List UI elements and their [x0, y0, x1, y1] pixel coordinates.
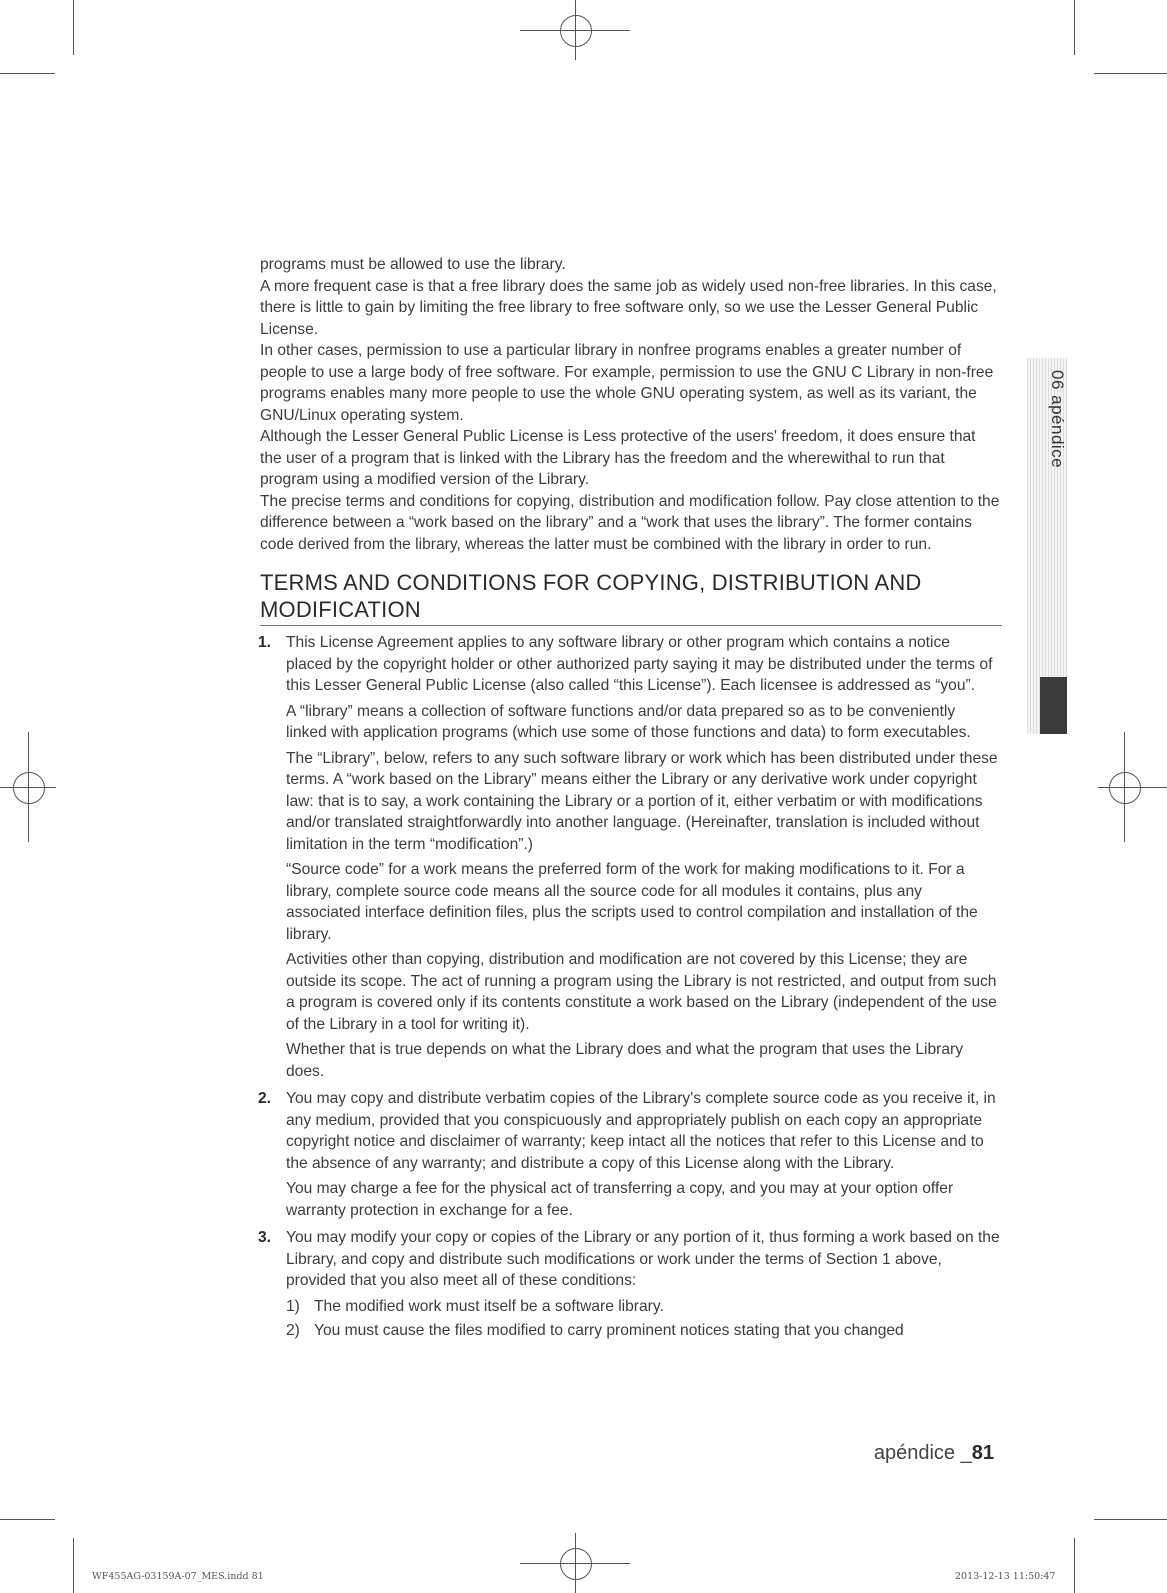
crop-mark-br-h: [1094, 1519, 1167, 1520]
list-item: [260, 1227, 1000, 1342]
crop-mark-tr-v: [1074, 0, 1075, 55]
list-item-paragraph: This License Agreement applies to any software library or other program which contains a notice placed by the copyright holder or other authorized party saying it may be distributed under the terms of this Lesser General Public License (also called “this License”). Each licensee is addressed as “you”.: [286, 634, 993, 694]
registration-mark-top: [560, 15, 592, 47]
print-slug-filename: WF455AG-03159A-07_MES.indd 81: [92, 1571, 264, 1582]
intro-paragraph: In other cases, permission to use a particular library in nonfree programs enables a greater number of people to use a large body of free software. For example, permission to use the GNU C Library in non-free programs enables many more people to use the whole GNU operating system, as well as its variant, the GNU/Linux operating system.: [260, 342, 994, 424]
crop-mark-bl-h: [0, 1519, 55, 1520]
list-item-paragraph: You may copy and distribute verbatim copies of the Library's complete source code as you receive it, in any medium, provided that you conspicuously and appropriately publish on each copy an appropriate copyright notice and disclaimer of warranty; keep intact all the notices that refer to this License and to the absence of any warranty; and distribute a copy of this License along with the Library.: [286, 1090, 996, 1172]
list-item-paragraph: The “Library”, below, refers to any such software library or work which has been distributed under these terms. A “work based on the Library” means either the Library or any derivative work under copyright law: that is to say, a work containing the Library or a portion of it, either verbatim or with modifications and/or translated straightforwardly into another language. (Hereinafter, translation is included without limitation in the term “modification”.): [286, 749, 998, 853]
sub-list-item: [286, 1320, 1000, 1342]
crop-mark-bl-v: [73, 1538, 74, 1593]
list-item-paragraph: You may modify your copy or copies of the Library or any portion of it, thus forming a work based on the Library, and copy and distribute such modifications or work under the terms of Section 1 above, provided that you also meet all of these conditions:: [286, 1229, 1000, 1289]
intro-paragraph: A more frequent case is that a free library does the same job as widely used non-free libraries. In this case, there is little to gain by limiting the free library to free software only, so we use the Lesser General Public License.: [260, 277, 997, 338]
list-item-paragraph: “Source code” for a work means the preferred form of the work for making modifications to it. For a library, complete source code means all the source code for all modules it contains, plus any associated interface definition files, plus the scripts used to control compilation and installation of the library.: [286, 861, 978, 943]
chapter-tab-label: 06 apéndice: [1048, 370, 1067, 469]
registration-mark-left: [13, 772, 45, 804]
footer-section-label: apéndice _: [873, 1442, 972, 1464]
intro-paragraph: The precise terms and conditions for copying, distribution and modification follow. Pay close attention to the difference between a “work based on the library” and a “work that uses the library”. The former contains code derived from the library, whereas the latter must be combined with the library in order to run.: [260, 492, 1000, 553]
list-item-paragraph: A “library” means a collection of software functions and/or data prepared so as to be conveniently linked with application programs (which use some of those functions and data) to form executables.: [286, 702, 971, 741]
section-heading: TERMS AND CONDITIONS FOR COPYING, DISTRIBUTION AND MODIFICATION: [260, 569, 1002, 626]
page-number: 81: [971, 1442, 994, 1464]
list-item-number: 2.: [258, 1090, 272, 1107]
registration-mark-right: [1109, 772, 1141, 804]
main-content: [260, 254, 1000, 1345]
sub-list-item-text: You must cause the files modified to carry prominent notices stating that you changed: [314, 1322, 904, 1339]
crop-mark-br-v: [1074, 1538, 1075, 1593]
list-item-paragraph: Whether that is true depends on what the Library does and what the program that uses the Library does.: [286, 1041, 963, 1080]
list-item: [260, 1088, 1000, 1221]
sub-list-item: [286, 1296, 1000, 1318]
list-item-number: 3.: [258, 1229, 272, 1246]
list-item-paragraph: You may charge a fee for the physical act of transferring a copy, and you may at your option offer warranty protection in exchange for a fee.: [286, 1180, 954, 1219]
sub-list-item-number: 1): [286, 1297, 300, 1315]
sub-list-item-number: 2): [286, 1322, 300, 1339]
chapter-side-tab-marker: [1040, 677, 1067, 734]
crop-mark-tl-h: [0, 73, 55, 74]
list-item-number: 1.: [258, 634, 272, 651]
list-item-paragraph: Activities other than copying, distribution and modification are not covered by this License; they are outside its scope. The act of running a program using the Library is not restricted, and output from such a program is covered only if its contents constitute a work based on the Library (independent of the use of the Library in a tool for writing it).: [286, 951, 997, 1033]
intro-paragraph: Although the Lesser General Public License is Less protective of the users' freedom, it does ensure that the user of a program that is linked with the Library has the freedom and the wherewithal to run that program using a modified version of the Library.: [260, 428, 976, 488]
list-item: [260, 632, 1000, 1082]
intro-paragraph: programs must be allowed to use the library.: [260, 256, 566, 273]
registration-mark-bottom: [560, 1548, 592, 1580]
page-footer: [874, 1442, 994, 1465]
sub-list-item-text: The modified work must itself be a software library.: [314, 1297, 664, 1315]
crop-mark-tr-h: [1094, 73, 1167, 74]
print-slug-date: 2013-12-13 11:50:47: [955, 1571, 1056, 1582]
crop-mark-tl-v: [73, 0, 74, 55]
